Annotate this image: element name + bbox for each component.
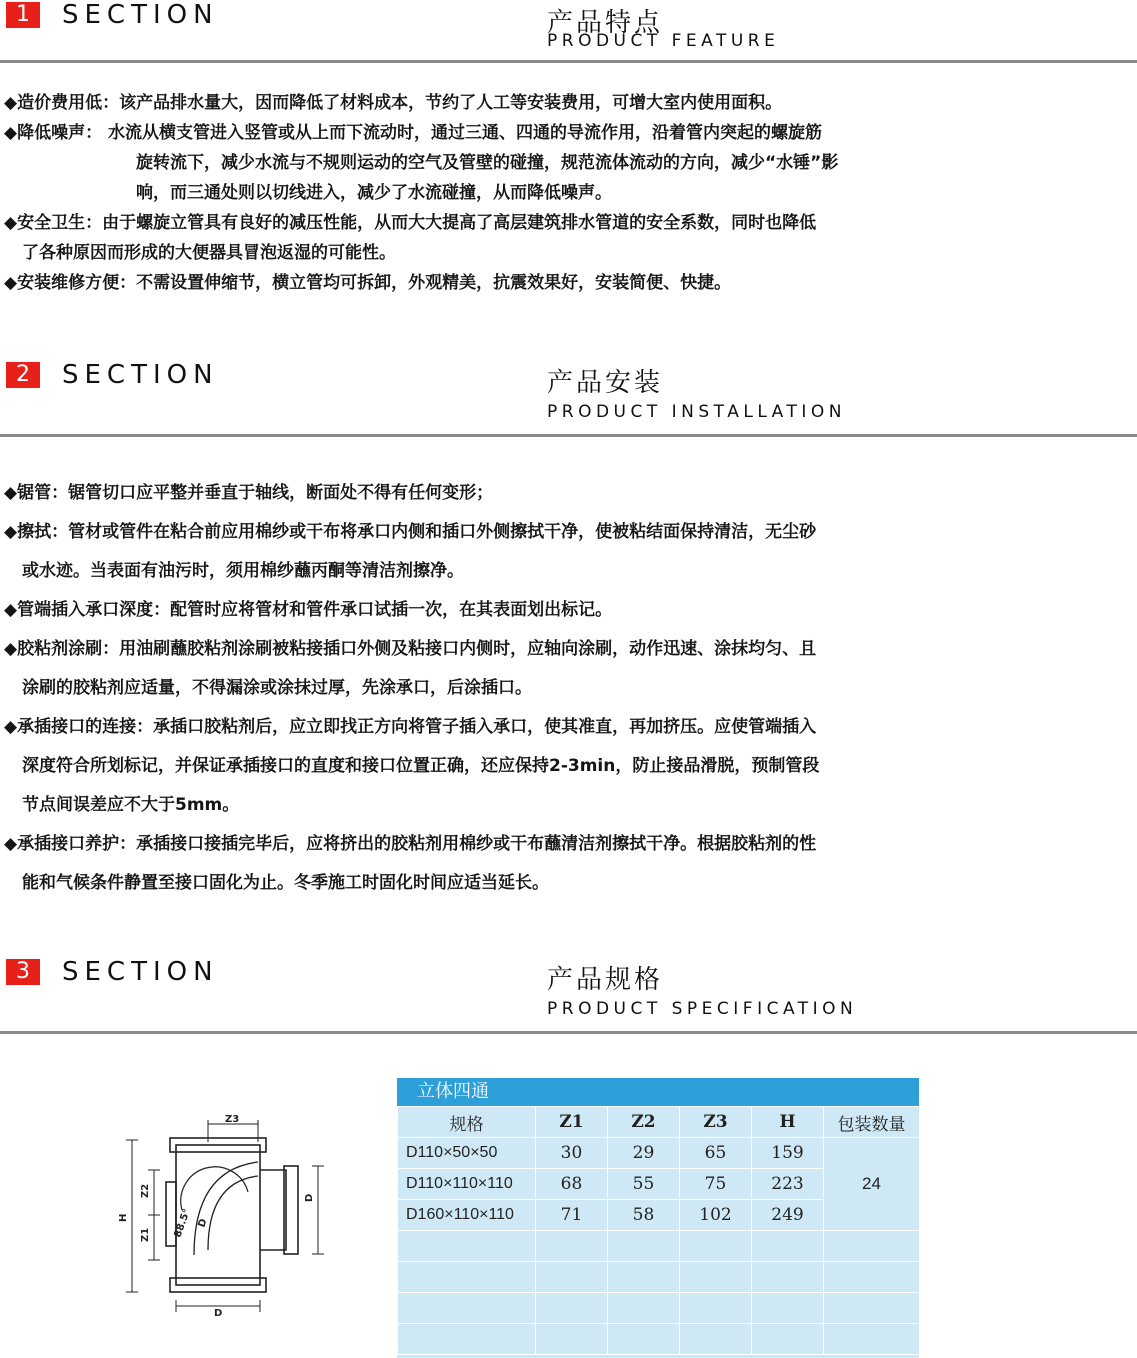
table-header-row xyxy=(398,1107,920,1138)
inner-curve xyxy=(208,1176,258,1250)
text-line: 深度符合所划标记，并保证承插接口的直度和接口位置正确，还应保持2-3min，防止接品滑脱，预制管段 xyxy=(22,756,820,776)
feature-text xyxy=(4,88,1130,298)
empty-row xyxy=(398,1293,920,1324)
text-line: ◆锯管：锯管切口应平整并垂直于轴线，断面处不得有任何变形； xyxy=(4,483,494,503)
inner-curve-outer xyxy=(194,1162,258,1255)
section-word: SECTION xyxy=(62,0,219,30)
spec-table-panel xyxy=(397,1078,919,1358)
installation-text xyxy=(4,474,1130,903)
cell-spec: D110×50×50 xyxy=(398,1138,536,1169)
section-word: SECTION xyxy=(62,360,219,390)
label-z1: Z1 xyxy=(140,1227,151,1242)
cell-h: 249 xyxy=(752,1200,824,1231)
section-title-cn: 产品安装 xyxy=(547,368,664,398)
cell-spec: D160×110×110 xyxy=(398,1200,536,1231)
right-branch xyxy=(260,1170,286,1250)
section-divider xyxy=(0,1031,1137,1034)
text-line: ◆管端插入承口深度：配管时应将管材和管件承口试插一次，在其表面划出标记。 xyxy=(4,600,613,620)
text-line: ◆降低噪声： 水流从横支管进入竖管或从上而下流动时，通过三通、四通的导流作用，沿着管内突起的螺旋筋 xyxy=(4,123,822,143)
text-line: 了各种原因而形成的大便器具冒泡返湿的可能性。 xyxy=(22,243,396,263)
text-line: 涂刷的胶粘剂应适量，不得漏涂或涂抹过厚，先涂承口，后涂插口。 xyxy=(22,678,532,698)
cell-z2: 58 xyxy=(608,1200,680,1231)
section-number: 1 xyxy=(6,2,40,28)
label-angle: 88.5° xyxy=(172,1207,193,1240)
text-line: ◆承插接口的连接：承插口胶粘剂后，应立即找正方向将管子插入承口，使其准直，再加挤压。应使管端插入 xyxy=(4,717,817,737)
cell-spec: D110×110×110 xyxy=(398,1169,536,1200)
label-d-bottom: D xyxy=(214,1308,223,1319)
header-z2: Z2 xyxy=(608,1107,680,1138)
section-title-cn: 产品规格 xyxy=(547,965,664,995)
section-word: SECTION xyxy=(62,957,219,987)
text-line: ◆胶粘剂涂刷：用油刷蘸胶粘剂涂刷被粘接插口外侧及粘接口内侧时，应轴向涂刷，动作迅速、涂抹均匀、且 xyxy=(4,639,817,659)
section-number: 3 xyxy=(6,959,40,985)
section-divider xyxy=(0,434,1137,437)
cell-z3: 65 xyxy=(680,1138,752,1169)
spec-table xyxy=(397,1106,919,1355)
empty-row xyxy=(398,1262,920,1293)
text-line: ◆造价费用低：该产品排水量大，因而降低了材料成本，节约了人工等安装费用，可增大室内使用面积。 xyxy=(4,93,783,113)
text-line: 响，而三通处则以切线进入，减少了水流碰撞，从而降低噪声。 xyxy=(136,183,612,203)
swept-arc xyxy=(181,1167,248,1210)
text-line: ◆安装维修方便：不需设置伸缩节，横立管均可拆卸，外观精美，抗震效果好，安装简便、快捷。 xyxy=(4,273,732,293)
header-z1: Z1 xyxy=(536,1107,608,1138)
empty-row xyxy=(398,1231,920,1262)
text-line: ◆擦拭：管材或管件在粘合前应用棉纱或干布将承口内侧和插口外侧擦拭干净，使被粘结面保持清洁，无尘砂 xyxy=(4,522,817,542)
label-h: H xyxy=(118,1213,129,1222)
label-d-right: D xyxy=(304,1193,315,1202)
empty-row xyxy=(398,1324,920,1355)
section-number: 2 xyxy=(6,362,40,388)
text-line: 旋转流下，减少水流与不规则运动的空气及管壁的碰撞，规范流体流动的方向，减少“水锤”影 xyxy=(136,153,839,173)
table-row xyxy=(398,1138,920,1169)
label-d-inner: D xyxy=(196,1217,210,1230)
cell-packing: 24 xyxy=(824,1138,920,1231)
cell-z1: 30 xyxy=(536,1138,608,1169)
cell-z3: 102 xyxy=(680,1200,752,1231)
header-spec: 规格 xyxy=(398,1107,536,1138)
section-divider xyxy=(0,60,1137,63)
cell-z1: 68 xyxy=(536,1169,608,1200)
cell-h: 159 xyxy=(752,1138,824,1169)
text-line: ◆承插接口养护：承插接口接插完毕后，应将挤出的胶粘剂用棉纱或干布蘸清洁剂擦拭干净。根据胶粘剂的性 xyxy=(4,834,817,854)
section-title-cn: 产品特点 xyxy=(547,8,664,38)
cell-z1: 71 xyxy=(536,1200,608,1231)
label-z3: Z3 xyxy=(225,1114,240,1125)
text-line: ◆安全卫生：由于螺旋立管具有良好的减压性能，从而大大提高了高层建筑排水管道的安全系数，同时也降低 xyxy=(4,213,817,233)
text-line: 能和气候条件静置至接口固化为止。冬季施工时固化时间应适当延长。 xyxy=(22,873,549,893)
text-line: 节点间误差应不大于5mm。 xyxy=(22,795,240,815)
header-packing: 包装数量 xyxy=(824,1107,920,1138)
section-title-en: PRODUCT INSTALLATION xyxy=(547,402,846,422)
spec-table-title: 立体四通 xyxy=(397,1078,919,1106)
header-z3: Z3 xyxy=(680,1107,752,1138)
cell-z3: 75 xyxy=(680,1169,752,1200)
section-title-en: PRODUCT FEATURE xyxy=(547,31,780,51)
cell-z2: 29 xyxy=(608,1138,680,1169)
cell-h: 223 xyxy=(752,1169,824,1200)
label-z2: Z2 xyxy=(140,1183,151,1198)
header-h: H xyxy=(752,1107,824,1138)
cell-z2: 55 xyxy=(608,1169,680,1200)
section-title-en: PRODUCT SPECIFICATION xyxy=(547,999,858,1019)
fitting-diagram xyxy=(108,1110,348,1320)
text-line: 或水迹。当表面有油污时，须用棉纱蘸丙酮等清洁剂擦净。 xyxy=(22,561,464,581)
